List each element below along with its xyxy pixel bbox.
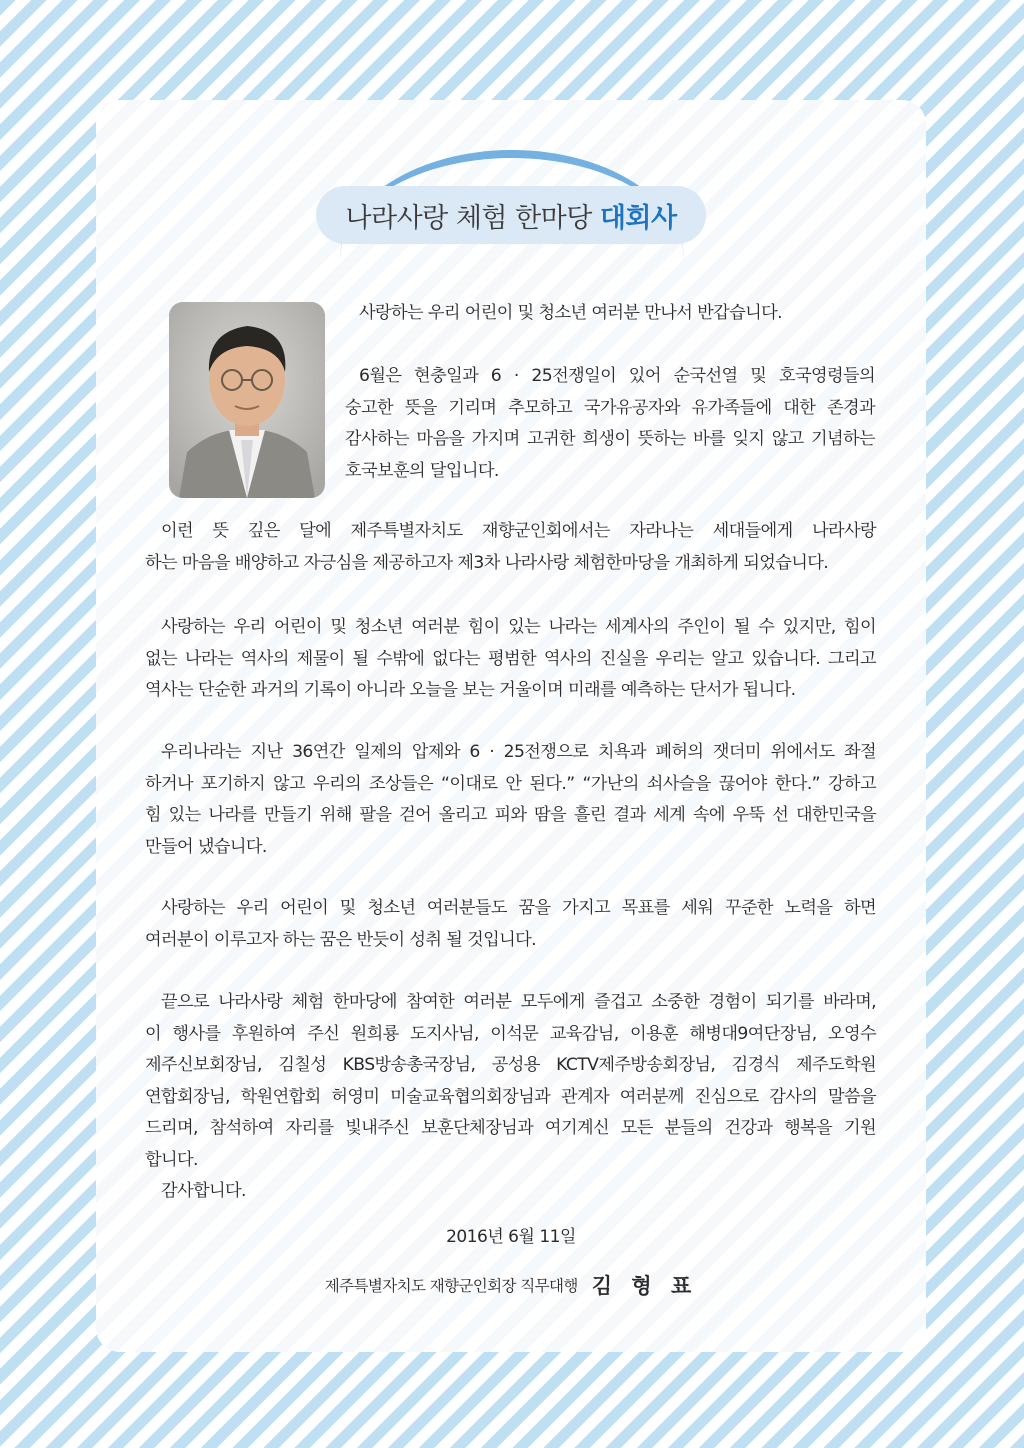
text-line: 감사하는 마음을 가지며 고귀한 희생이 뜻하는 바를 잊지 않고 기념하는 bbox=[345, 429, 875, 449]
page-title bbox=[316, 186, 706, 244]
text-line: 이 행사를 후원하여 주신 원희룡 도지사님, 이석문 교육감님, 이용훈 해병대9여단장님, 오영수 bbox=[145, 1023, 876, 1044]
text-line: 합니다. bbox=[145, 1149, 198, 1170]
text-line: 호국보훈의 달입니다. bbox=[345, 460, 499, 481]
text-line: 사랑하는 우리 어린이 및 청소년 여러분 힘이 있는 나라는 세계사의 주인이 될 수 있지만, 힘이 bbox=[161, 617, 876, 637]
text-line: 끝으로 나라사랑 체험 한마당에 참여한 여러분 모두에게 즐겁고 소중한 경험이 되기를 바라며, bbox=[161, 992, 876, 1012]
paragraph-nation bbox=[145, 737, 876, 863]
paragraph-june bbox=[345, 361, 875, 487]
title-accent: 대회사 bbox=[599, 202, 677, 234]
text-line: 6월은 현충일과 6 · 25전쟁일이 있어 순국선열 및 호국영령들의 bbox=[359, 366, 875, 386]
text-line: 드리며, 참석하여 자리를 빛내주신 보훈단체장님과 여기계신 모든 분들의 건강과 행복을 기원 bbox=[145, 1118, 876, 1138]
signature bbox=[96, 1270, 926, 1300]
paragraph-history bbox=[145, 612, 876, 707]
text-line: 사랑하는 우리 어린이 및 청소년 여러분 만나서 반갑습니다. bbox=[359, 303, 782, 323]
date-line: 2016년 6월 11일 bbox=[446, 1227, 576, 1247]
title-main: 나라사랑 체험 한마당 bbox=[345, 202, 592, 234]
text-line: 하는 마음을 배양하고 자긍심을 제공하고자 제3차 나라사랑 체험한마당을 개최하게 되었습니다. bbox=[145, 552, 829, 573]
portrait-photo bbox=[169, 302, 325, 498]
text-line: 하거나 포기하지 않고 우리의 조상들은 “이대로 안 된다.” “가난의 쇠사슬을 끊어야 한다.” 강하고 bbox=[145, 773, 876, 794]
text-line: 제주신보회장님, 김칠성 KBS방송총국장님, 공성용 KCTV제주방송회장님, 김경식 제주도학원 bbox=[145, 1055, 876, 1075]
paragraph-dreams bbox=[145, 893, 876, 956]
text-line: 이런 뜻 깊은 달에 제주특별자치도 재향군인회에서는 자라나는 세대들에게 나라사랑 bbox=[161, 521, 876, 541]
signature-name: 김 형 표 bbox=[591, 1274, 698, 1298]
paragraph-event bbox=[145, 516, 876, 579]
paragraph-thanks bbox=[145, 987, 876, 1208]
text-line: 역사는 단순한 과거의 기록이 아니라 오늘을 보는 거울이며 미래를 예측하는 단서가 됩니다. bbox=[145, 680, 796, 700]
text-line: 만들어 냈습니다. bbox=[145, 836, 267, 857]
text-line: 감사합니다. bbox=[161, 1181, 246, 1201]
text-line: 없는 나라는 역사의 제물이 될 수밖에 없다는 평범한 역사의 진실을 우리는 알고 있습니다. 그리고 bbox=[145, 648, 876, 669]
text-line: 여러분이 이루고자 하는 꿈은 반듯이 성취 될 것입니다. bbox=[145, 929, 536, 950]
text-line: 연합회장님, 학원연합회 허영미 미술교육협의회장님과 관계자 여러분께 진심으로 감사의 말씀을 bbox=[145, 1086, 876, 1107]
text-line: 사랑하는 우리 어린이 및 청소년 여러분들도 꿈을 가지고 목표를 세워 꾸준한 노력을 하면 bbox=[161, 898, 876, 918]
text-line: 힘 있는 나라를 만들기 위해 팔을 걷어 올리고 피와 땀을 흘린 결과 세계 속에 우뚝 선 대한민국을 bbox=[145, 805, 876, 825]
text-line: 숭고한 뜻을 기리며 추모하고 국가유공자와 유가족들에 대한 존경과 bbox=[345, 397, 875, 418]
portrait-image bbox=[169, 302, 325, 498]
signature-role: 제주특별자치도 재향군인회장 직무대행 bbox=[324, 1277, 578, 1295]
paragraph-greeting bbox=[345, 298, 875, 330]
text-line: 우리나라는 지난 36연간 일제의 압제와 6 · 25전쟁으로 치욕과 폐허의 잿더미 위에서도 좌절 bbox=[161, 742, 876, 762]
